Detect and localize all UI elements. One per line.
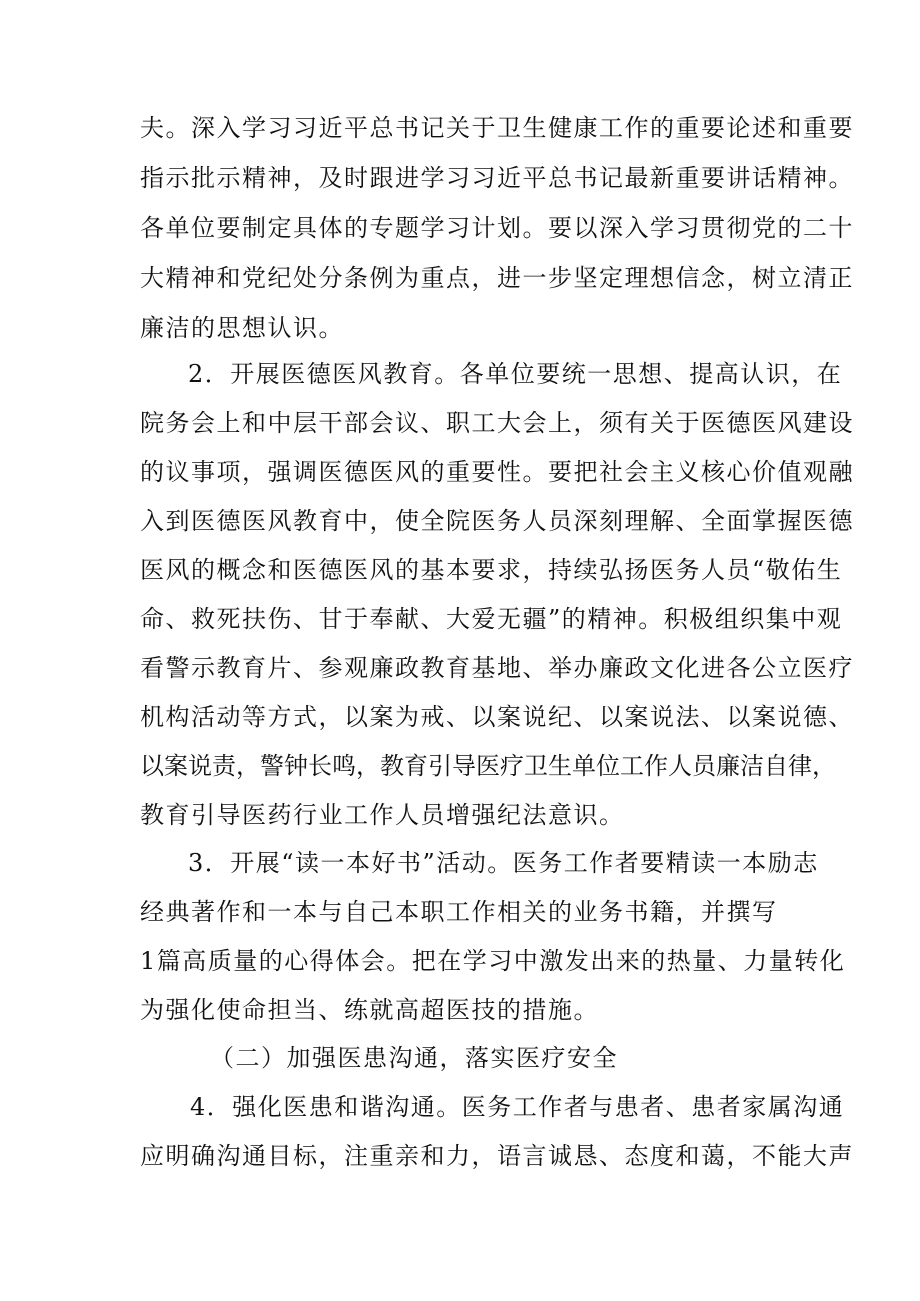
text-line: 医风的概念和医德医风的基本要求，持续弘扬医务人员“敬佑生	[140, 556, 843, 584]
text-line: 教育引导医药行业工作人员增强纪法意识。	[140, 801, 625, 829]
text-line: 各单位要制定具体的专题学习计划。要以深入学习贯彻党的二十	[140, 214, 854, 242]
text-line: 指示批示精神，及时跟进学习习近平总书记最新重要讲话精神。	[140, 164, 854, 192]
text-line: 院务会上和中层干部会议、职工大会上，须有关于医德医风建设	[140, 409, 854, 437]
text-line: 以案说责，警钟长鸣，教育引导医疗卫生单位工作人员廉洁自律，	[140, 752, 836, 780]
text-line: 为强化使命担当、练就高超医技的措施。	[140, 996, 599, 1024]
text-line: 经典著作和一本与自己本职工作相关的业务书籍，并撰写	[140, 898, 778, 926]
text-line: 的议事项，强调医德医风的重要性。要把社会主义核心价值观融	[140, 458, 854, 486]
text-line: 看警示教育片、参观廉政教育基地、举办廉政文化进各公立医疗	[140, 654, 854, 682]
text-line: 命、救死扶伤、甘于奉献、大爱无疆”的精神。积极组织集中观	[140, 605, 843, 633]
text-line: 机构活动等方式，以案为戒、以案说纪、以案说法、以案说德、	[140, 703, 854, 731]
text-line: 4．强化医患和谐沟通。医务工作者与患者、患者家属沟通	[190, 1093, 845, 1121]
section-heading: （二）加强医患沟通，落实医疗安全	[210, 1044, 618, 1072]
text-line: 3．开展“读一本好书”活动。医务工作者要精读一本励志	[188, 849, 819, 877]
text-line: 大精神和党纪处分条例为重点，进一步坚定理想信念，树立清正	[140, 264, 854, 292]
text-line: 夫。深入学习习近平总书记关于卫生健康工作的重要论述和重要	[140, 114, 854, 142]
text-line: 2．开展医德医风教育。各单位要统一思想、提高认识，在	[188, 360, 843, 388]
text-line: 入到医德医风教育中，使全院医务人员深刻理解、全面掌握医德	[140, 507, 854, 535]
text-line: 应明确沟通目标，注重亲和力，语言诚恳、态度和蔼，不能大声	[140, 1142, 854, 1170]
text-line: 廉洁的思想认识。	[140, 314, 344, 342]
text-line: 1篇高质量的心得体会。把在学习中激发出来的热量、力量转化	[140, 947, 846, 975]
